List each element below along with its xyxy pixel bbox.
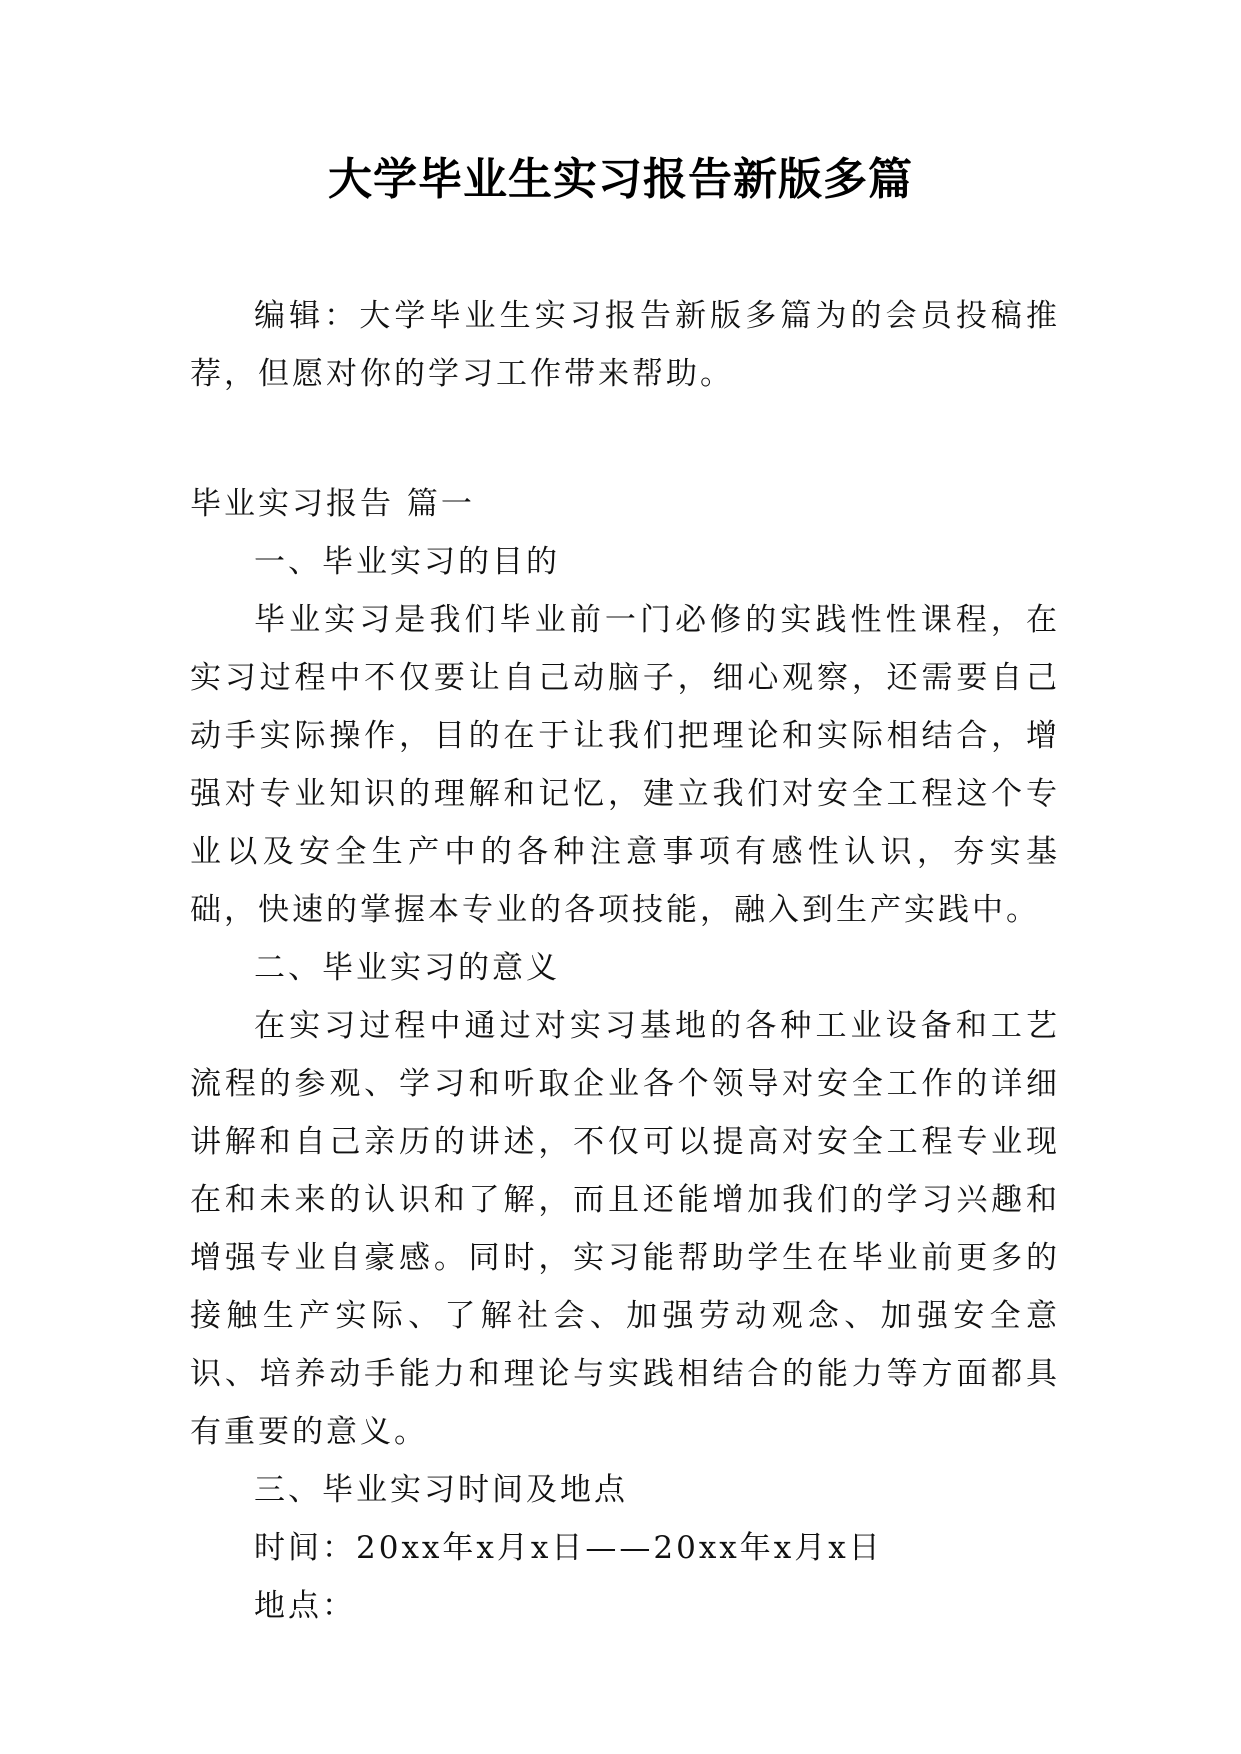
document-body <box>190 287 1060 1635</box>
paragraph-purpose: 毕业实习是我们毕业前一门必修的实践性性课程，在实习过程中不仅要让自己动脑子，细心观察，还需要自己动手实际操作，目的在于让我们把理论和实际相结合，增强对专业知识的理解和记忆，建立我们对安全工程这个专业以及安全生产中的各种注意事项有感性认识，夯实基础，快速的掌握本专业的各项技能，融入到生产实践中。 <box>190 602 1060 928</box>
heading-significance: 二、毕业实习的意义 <box>254 950 560 986</box>
heading-purpose: 一、毕业实习的目的 <box>254 544 560 580</box>
document-title: 大学毕业生实习报告新版多篇 <box>328 154 913 205</box>
intro-paragraph: 编辑：大学毕业生实习报告新版多篇为的会员投稿推荐，但愿对你的学习工作带来帮助。 <box>190 298 1060 392</box>
paragraph-significance: 在实习过程中通过对实习基地的各种工业设备和工艺流程的参观、学习和听取企业各个领导对安全工作的详细讲解和自己亲历的讲述，不仅可以提高对安全工程专业现在和未来的认识和了解，而且还能增加我们的学习兴趣和增强专业自豪感。同时，实习能帮助学生在毕业前更多的接触生产实际、了解社会、加强劳动观念、加强安全意识、培养动手能力和理论与实践相结合的能力等方面都具有重要的意义。 <box>190 1008 1060 1450</box>
time-line: 时间：20xx年x月x日——20xx年x月x日 <box>254 1530 883 1566</box>
section-spacer <box>190 403 1060 475</box>
heading-time-place: 三、毕业实习时间及地点 <box>254 1472 628 1508</box>
section-title: 毕业实习报告 篇一 <box>190 486 475 522</box>
place-line: 地点： <box>254 1588 356 1624</box>
